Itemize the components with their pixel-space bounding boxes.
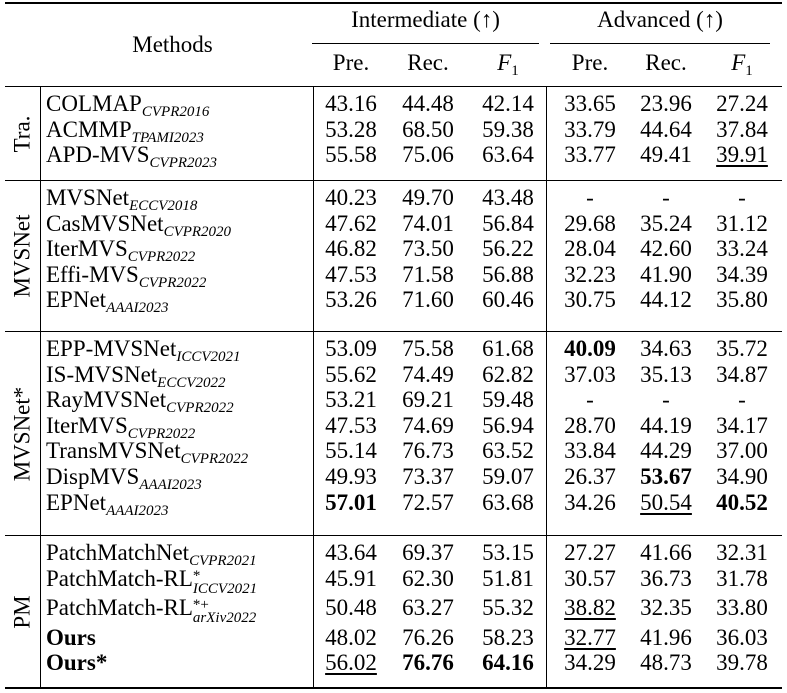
- group-label: Tra.: [9, 115, 35, 152]
- method-name: PatchMatchNet$_{CVPR2021}$: [46, 540, 257, 569]
- table-cell: 36.03: [716, 624, 768, 650]
- table-cell: 29.68: [564, 210, 616, 236]
- col-header-2: $F_1$: [497, 50, 519, 79]
- table-cell: 64.16: [482, 650, 534, 676]
- table-cell: 49.41: [640, 142, 692, 168]
- method-name: CasMVSNet$_{CVPR2020}$: [46, 210, 232, 240]
- method-name: MVSNet$_{ECCV2018}$: [46, 185, 198, 214]
- table-cell: 55.58: [325, 142, 377, 168]
- table-cell: 44.19: [640, 412, 692, 438]
- method-name: Effi-$MVS_{CVPR2022}$: [46, 261, 207, 291]
- table-cell: 28.04: [564, 236, 616, 262]
- table-cell: 37.84: [716, 116, 768, 142]
- table-cell: 51.81: [482, 565, 534, 591]
- method-name: Ours*: [46, 650, 108, 676]
- table-cell: 43.64: [325, 540, 377, 565]
- table-cell: 63.52: [482, 438, 534, 464]
- table-cell: -: [586, 387, 594, 413]
- table-cell: 23.96: [640, 91, 692, 116]
- table-cell: 42.14: [482, 91, 534, 116]
- col-header-5: $F_1$: [731, 50, 753, 79]
- group-label: MVSNet: [9, 214, 35, 298]
- table-cell: 63.27: [402, 594, 454, 620]
- table-cell: 48.73: [640, 650, 692, 676]
- table-cell: -: [738, 185, 746, 210]
- group-rule-2: [5, 331, 782, 332]
- col-separator: [546, 181, 547, 331]
- table-cell: 55.14: [325, 438, 377, 464]
- table-cell: 53.09: [325, 336, 377, 361]
- table-cell: 56.88: [482, 261, 534, 287]
- table-cell: 43.16: [325, 91, 377, 116]
- table-cell: 39.91: [716, 142, 768, 168]
- table-cell: -: [586, 185, 594, 210]
- table-cell: 63.64: [482, 142, 534, 168]
- table-cell: 35.13: [640, 361, 692, 387]
- table-cell: 31.78: [716, 565, 768, 591]
- table-cell: 57.01: [325, 489, 377, 515]
- table-cell: 71.60: [402, 287, 454, 313]
- table-cell: 76.73: [402, 438, 454, 464]
- bottom-rule: [5, 687, 782, 689]
- table-cell: 50.54: [640, 489, 692, 515]
- table-cell: 44.64: [640, 116, 692, 142]
- table-cell: 60.46: [482, 287, 534, 313]
- table-cell: 56.22: [482, 236, 534, 262]
- table-cell: 71.58: [402, 261, 454, 287]
- methods-header: Methods: [132, 32, 213, 57]
- method-name: $ACMMP_{TPAMI2023}$: [46, 116, 204, 146]
- table-cell: 34.63: [640, 336, 692, 361]
- table-cell: 61.68: [482, 336, 534, 361]
- table-cell: 27.24: [716, 91, 768, 116]
- table-cell: 34.39: [716, 261, 768, 287]
- table-cell: 62.30: [402, 565, 454, 591]
- col-header-0: Pre.: [332, 50, 370, 75]
- group-rule-3: [5, 535, 782, 536]
- method-name: $COLMAP_{CVPR2016}$: [46, 91, 210, 120]
- table-cell: 34.29: [564, 650, 616, 676]
- table-cell: 73.37: [402, 464, 454, 489]
- table-cell: 26.37: [564, 464, 616, 489]
- table-cell: 35.80: [716, 287, 768, 313]
- col-separator: [40, 87, 41, 180]
- table-cell: 75.06: [402, 142, 454, 168]
- table-cell: 73.50: [402, 236, 454, 262]
- table-cell: 34.87: [716, 361, 768, 387]
- table-cell: 59.48: [482, 387, 534, 413]
- method-name: EPP-MVSNet$_{ICCV2021}$: [46, 336, 241, 365]
- col-separator: [40, 332, 41, 535]
- table-cell: 27.27: [564, 540, 616, 565]
- col-separator: [546, 87, 547, 180]
- table-cell: 49.93: [325, 464, 377, 489]
- table-cell: 72.57: [402, 489, 454, 515]
- table-cell: 32.35: [640, 594, 692, 620]
- table-cell: 53.28: [325, 116, 377, 142]
- table-cell: 45.91: [325, 565, 377, 591]
- table-cell: 74.69: [402, 412, 454, 438]
- table-cell: 39.78: [716, 650, 768, 676]
- method-name: IterMVS$_{CVPR2022}$: [46, 236, 196, 266]
- table-cell: 55.32: [482, 594, 534, 620]
- table-cell: 33.77: [564, 142, 616, 168]
- group-label: MVSNet*: [9, 386, 35, 481]
- col-header-1: Rec.: [407, 50, 449, 75]
- group-rule-1: [5, 180, 782, 181]
- col-separator: [40, 181, 41, 331]
- table-cell: 31.12: [716, 210, 768, 236]
- group-label: PM: [9, 594, 35, 629]
- table-cell: 40.23: [325, 185, 377, 210]
- table-cell: 53.26: [325, 287, 377, 313]
- table-cell: 48.02: [325, 624, 377, 650]
- table-cell: 56.94: [482, 412, 534, 438]
- table-cell: 42.60: [640, 236, 692, 262]
- table-cell: 44.12: [640, 287, 692, 313]
- table-cell: 56.02: [325, 650, 377, 676]
- advanced-header: Advanced (↑): [597, 7, 723, 32]
- table-cell: 50.48: [325, 594, 377, 620]
- table-cell: 44.29: [640, 438, 692, 464]
- table-cell: 69.21: [402, 387, 454, 413]
- table-cell: 56.84: [482, 210, 534, 236]
- table-cell: 43.48: [482, 185, 534, 210]
- intermediate-cmidrule: [312, 43, 539, 44]
- col-separator: [40, 536, 41, 687]
- table-cell: 34.90: [716, 464, 768, 489]
- top-rule: [5, 2, 782, 4]
- col-separator: [546, 536, 547, 687]
- table-cell: 75.58: [402, 336, 454, 361]
- table-cell: 30.57: [564, 565, 616, 591]
- method-name: APD-$MVS_{CVPR2023}$: [46, 142, 218, 172]
- table-cell: 35.24: [640, 210, 692, 236]
- table-cell: 74.49: [402, 361, 454, 387]
- table-cell: 41.96: [640, 624, 692, 650]
- col-header-4: Rec.: [645, 50, 687, 75]
- table-cell: 53.15: [482, 540, 534, 565]
- method-name: EPNet$_{AAAI2023}$: [46, 287, 169, 317]
- table-cell: 34.17: [716, 412, 768, 438]
- table-cell: -: [662, 185, 670, 210]
- method-name: IS-MVSNet$_{ECCV2022}$: [46, 361, 226, 391]
- table-cell: 76.26: [402, 624, 454, 650]
- table-cell: 32.23: [564, 261, 616, 287]
- table-cell: 33.79: [564, 116, 616, 142]
- table-cell: 46.82: [325, 236, 377, 262]
- table-cell: 34.26: [564, 489, 616, 515]
- table-cell: 30.75: [564, 287, 616, 313]
- col-header-3: Pre.: [571, 50, 609, 75]
- method-name: IterMVS$_{CVPR2022}$: [46, 412, 196, 442]
- table-cell: 38.82: [564, 594, 616, 620]
- table-cell: 74.01: [402, 210, 454, 236]
- table-cell: -: [662, 387, 670, 413]
- table-cell: 55.62: [325, 361, 377, 387]
- table-cell: 53.67: [640, 464, 692, 489]
- table-cell: 35.72: [716, 336, 768, 361]
- table-cell: 76.76: [402, 650, 454, 676]
- table-cell: 33.24: [716, 236, 768, 262]
- method-name: PatchMatch-RL *+ arXiv2022: [46, 594, 257, 626]
- table-cell: 47.53: [325, 412, 377, 438]
- table-cell: 32.77: [564, 624, 616, 650]
- method-name: TransMVSNet$_{CVPR2022}$: [46, 438, 249, 468]
- table-cell: 62.82: [482, 361, 534, 387]
- table-cell: 47.53: [325, 261, 377, 287]
- table-cell: -: [738, 387, 746, 413]
- table-cell: 47.62: [325, 210, 377, 236]
- table-cell: 41.66: [640, 540, 692, 565]
- method-name: DispMVS$_{AAAI2023}$: [46, 464, 202, 493]
- table-cell: 59.07: [482, 464, 534, 489]
- table-cell: 69.37: [402, 540, 454, 565]
- header-rule: [5, 86, 782, 87]
- advanced-cmidrule: [550, 43, 770, 44]
- table-cell: 53.21: [325, 387, 377, 413]
- table-cell: 68.50: [402, 116, 454, 142]
- table-cell: 33.65: [564, 91, 616, 116]
- table-cell: 32.31: [716, 540, 768, 565]
- method-name: Ours: [46, 624, 96, 650]
- table-cell: 40.52: [716, 489, 768, 515]
- intermediate-header: Intermediate (↑): [351, 7, 500, 32]
- table-cell: 33.80: [716, 594, 768, 620]
- method-name: RayMVSNet$_{CVPR2022}$: [46, 387, 234, 417]
- table-cell: 44.48: [402, 91, 454, 116]
- method-name: PatchMatch-RL * ICCV2021: [46, 565, 258, 597]
- table-cell: 37.00: [716, 438, 768, 464]
- table-cell: 63.68: [482, 489, 534, 515]
- table-cell: 36.73: [640, 565, 692, 591]
- table-cell: 41.90: [640, 261, 692, 287]
- table-cell: 40.09: [564, 336, 616, 361]
- col-separator: [546, 332, 547, 535]
- table-cell: 59.38: [482, 116, 534, 142]
- table-cell: 49.70: [402, 185, 454, 210]
- table-cell: 37.03: [564, 361, 616, 387]
- method-name: EPNet$_{AAAI2023}$: [46, 489, 169, 519]
- table-cell: 28.70: [564, 412, 616, 438]
- table-cell: 58.23: [482, 624, 534, 650]
- table-cell: 33.84: [564, 438, 616, 464]
